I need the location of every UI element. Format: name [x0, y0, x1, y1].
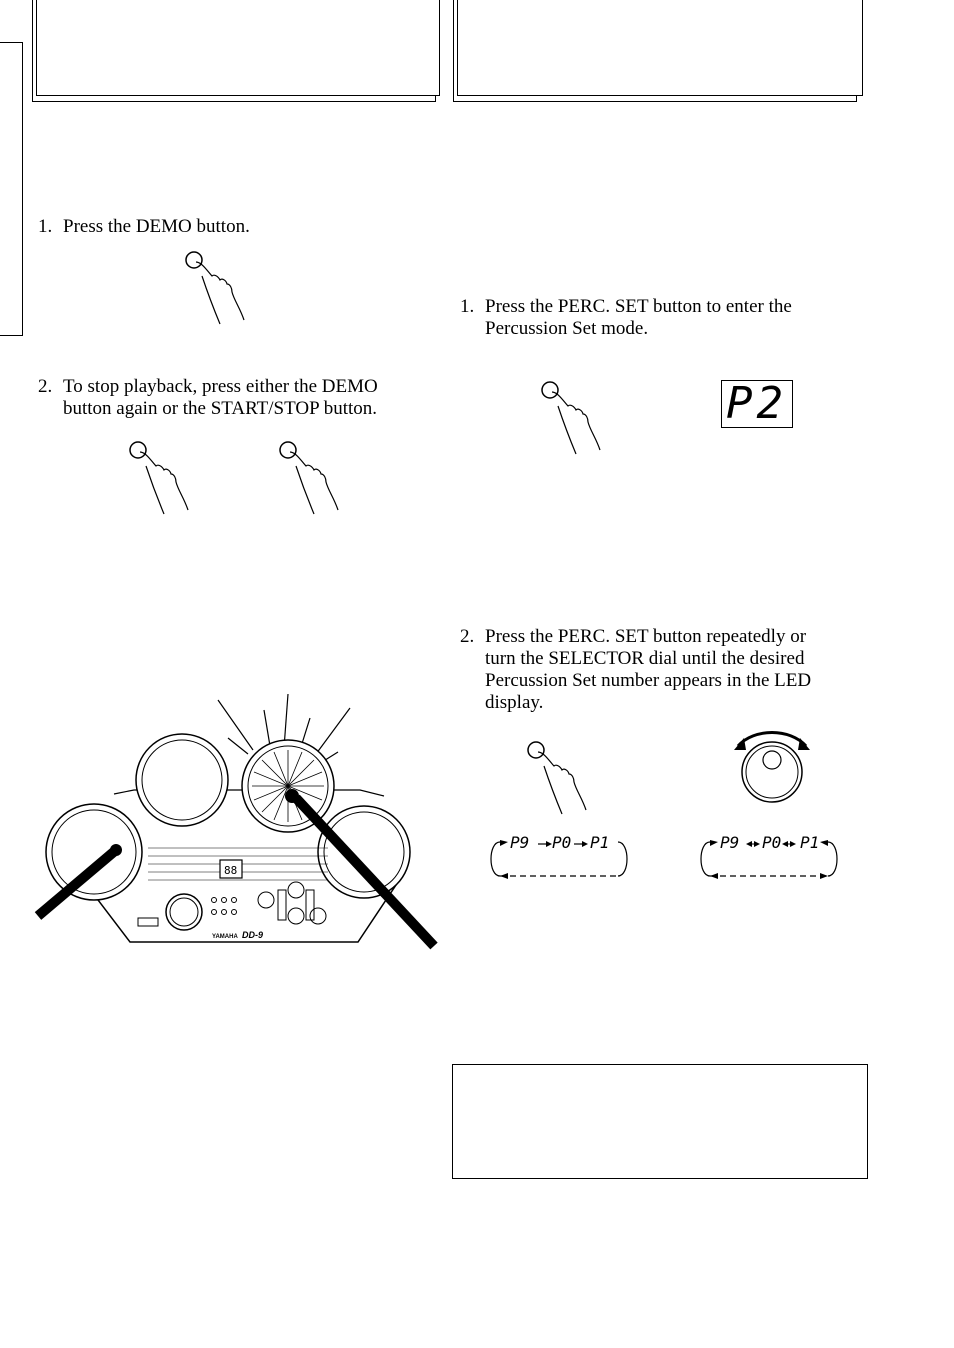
brand-label: YAMAHA	[212, 934, 238, 940]
led-display-value: P2	[726, 378, 787, 429]
left-header-box	[36, 0, 440, 96]
right-step-2	[460, 626, 860, 716]
side-tab	[0, 42, 23, 336]
step-text: Press the DEMO button.	[63, 216, 250, 237]
drum-kit-illustration	[38, 690, 438, 950]
dial-seq-item-2: P0	[762, 833, 782, 852]
right-step-1	[460, 296, 860, 342]
button-seq-item-2: P0	[552, 833, 572, 852]
led-display	[721, 380, 793, 428]
step-text: Press the PERC. SET button to enter the Percussion Set mode.	[485, 296, 792, 339]
button-seq-item-3: P1	[590, 833, 610, 852]
demo-button-press-icon	[180, 248, 250, 328]
demo-button-press-icon-2	[124, 438, 194, 518]
start-stop-button-press-icon	[274, 438, 344, 518]
note-box	[452, 1064, 868, 1179]
step-number: 1.	[38, 216, 53, 237]
dial-seq-item-1: P9	[720, 833, 740, 852]
perc-set-button-press-icon-2	[522, 738, 592, 818]
step-text: Press the PERC. SET button repeatedly or turn the SELECTOR dial until the desired Percussion Set number appears in the LED display.	[485, 626, 812, 713]
step-text: To stop playback, press either the DEMO button again or the START/STOP button.	[63, 376, 378, 419]
left-step-2	[38, 376, 438, 422]
selector-dial-icon	[732, 724, 812, 804]
right-header-box	[457, 0, 863, 96]
button-seq-item-1: P9	[510, 833, 530, 852]
left-step-1	[38, 216, 438, 240]
model-label: DD-9	[242, 930, 264, 940]
step-number: 1.	[460, 296, 475, 317]
step-number: 2.	[460, 626, 475, 647]
step-number: 2.	[38, 376, 53, 397]
perc-set-button-press-icon	[536, 378, 606, 458]
dial-seq-item-3: P1	[800, 833, 820, 852]
drum-kit-display: 88	[224, 864, 238, 877]
